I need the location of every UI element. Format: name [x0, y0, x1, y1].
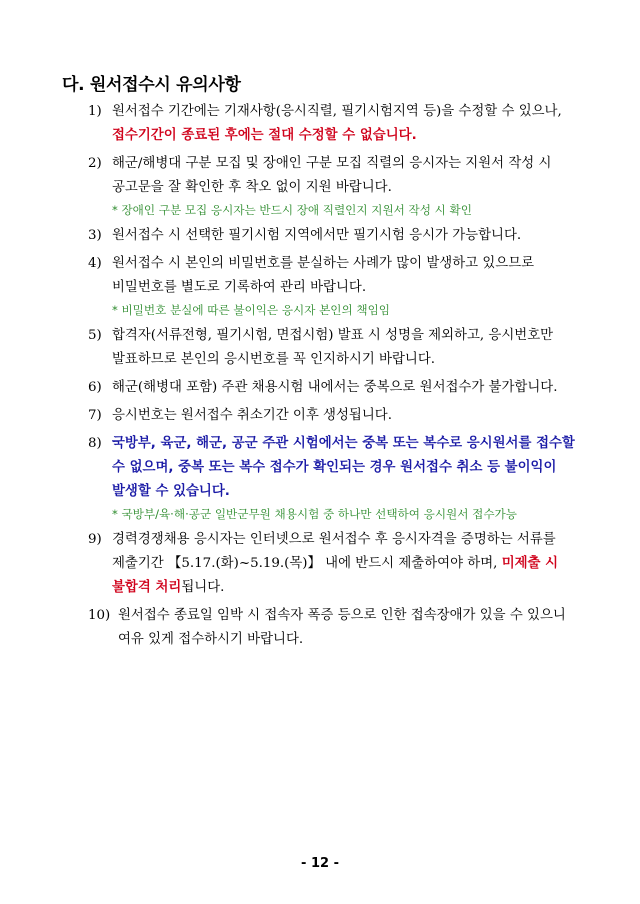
item-warning: 불합격 처리: [112, 580, 182, 595]
item-emphasis: 발생할 수 있습니다.: [112, 484, 230, 499]
list-item: [88, 376, 598, 400]
item-text: 됩니다.: [181, 580, 225, 595]
section-heading: 다. 원서접수시 유의사항: [62, 75, 241, 95]
item-number: 10): [88, 608, 111, 623]
list-item: [88, 224, 598, 248]
item-text: 해군(해병대 포함) 주관 채용시험 내에서는 중복으로 원서접수가 불가합니다.: [112, 380, 558, 395]
item-number: 2): [88, 156, 102, 171]
item-text: 공고문을 잘 확인한 후 착오 없이 지원 바랍니다.: [112, 180, 392, 195]
submission-period-text: 제출기간 【5.17.(화)~5.19.(목)】 내에 반드시 제출하여야 하며,: [112, 556, 498, 571]
item-text: 비밀번호를 별도로 기록하여 관리 바랍니다.: [112, 280, 367, 295]
list-item: [88, 152, 598, 220]
item-warning: 접수기간이 종료된 후에는 절대 수정할 수 없습니다.: [112, 128, 417, 143]
item-emphasis: 국방부, 육군, 해군, 공군 주관 시험에서는 중복 또는 복수로 응시원서를 접수할: [112, 436, 575, 451]
item-text-line: [88, 576, 598, 600]
item-text: 원서접수 시 선택한 필기시험 지역에서만 필기시험 응시가 가능합니다.: [112, 228, 522, 243]
item-warning: 미제출 시: [501, 556, 559, 571]
item-number: 9): [88, 532, 102, 547]
item-emphasis: 수 없으며, 중복 또는 복수 접수가 확인되는 경우 원서접수 취소 등 불이익이: [112, 460, 557, 475]
item-note: * 국방부/육·해·공군 일반군무원 채용시험 중 하나만 선택하여 응시원서 접수가능: [112, 507, 517, 521]
item-text-line: [88, 552, 598, 576]
item-text: 발표하므로 본인의 응시번호를 꼭 인지하시기 바랍니다.: [112, 352, 436, 367]
item-text: 합격자(서류전형, 필기시험, 면접시험) 발표 시 성명을 제외하고, 응시번호만: [112, 328, 554, 343]
item-text: 경력경쟁채용 응시자는 인터넷으로 원서접수 후 응시자격을 증명하는 서류를: [112, 532, 556, 547]
item-number: 3): [88, 228, 102, 243]
list-item: [88, 100, 598, 148]
item-text: 원서접수 종료일 임박 시 접속자 폭증 등으로 인한 접속장애가 있을 수 있으니: [118, 608, 566, 623]
item-number: 7): [88, 408, 102, 423]
list-item: [88, 528, 598, 600]
item-text: 원서접수 시 본인의 비밀번호를 분실하는 사례가 많이 발생하고 있으므로: [112, 256, 535, 271]
item-text: 원서접수 기간에는 기재사항(응시직렬, 필기시험지역 등)을 수정할 수 있으나,: [112, 104, 562, 119]
list-item: [88, 324, 598, 372]
notice-list: [88, 100, 598, 656]
list-item: [88, 404, 598, 428]
item-number: 6): [88, 380, 102, 395]
item-text: 여유 있게 접수하시기 바랍니다.: [118, 632, 304, 647]
item-text: 응시번호는 원서접수 취소기간 이후 생성됩니다.: [112, 408, 392, 423]
item-number: 1): [88, 104, 102, 119]
item-text: 해군/해병대 구분 모집 및 장애인 구분 모집 직렬의 응시자는 지원서 작성 시: [112, 156, 552, 171]
list-item: [88, 604, 598, 652]
item-number: 4): [88, 256, 102, 271]
item-number: 8): [88, 436, 102, 451]
list-item: [88, 432, 598, 524]
page-number: - 12 -: [301, 856, 339, 871]
item-note: * 비밀번호 분실에 따른 불이익은 응시자 본인의 책임임: [112, 303, 390, 317]
list-item: [88, 252, 598, 320]
item-number: 5): [88, 328, 102, 343]
item-note: * 장애인 구분 모집 응시자는 반드시 장애 직렬인지 지원서 작성 시 확인: [112, 203, 472, 217]
